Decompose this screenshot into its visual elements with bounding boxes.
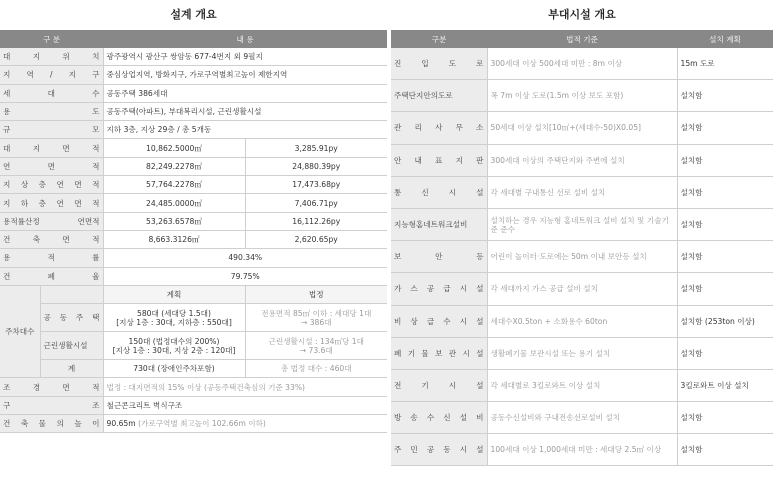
header-category: 구분 [391,30,487,48]
row-label: 연 면 적 [0,157,103,175]
row-label: 용 도 [0,102,103,120]
parking-header-blank [40,285,103,303]
table-row [391,402,773,434]
row-label: 지 역 / 지 구 [0,66,103,84]
table-row [391,80,773,112]
row-law: 세대수X0.5ton + 소화용수 60ton [487,305,677,337]
facilities-overview-panel [391,0,773,466]
table-row [391,337,773,369]
row-law: 300세대 이상 500세대 미만 : 8m 이상 [487,48,677,80]
row-plan: 설치함 [677,337,773,369]
area-py: 17,473.68py [245,176,387,194]
row-label: 통 신 시 설 [391,176,487,208]
row-plan: 설치함 [677,273,773,305]
row-label: 건 축 물 의 높 이 [0,415,103,433]
table-row [0,157,387,175]
design-overview-table [0,30,387,433]
area-py: 24,880.39py [245,157,387,175]
row-label: 용 적 률 [0,249,103,267]
table-row [0,139,387,157]
row-value: 광주광역시 광산구 쌍암동 677-4번지 외 9필지 [103,48,387,66]
table-row [391,369,773,401]
area-m2: 57,764.2278㎡ [103,176,245,194]
area-m2: 10,862.5000㎡ [103,139,245,157]
row-label: 안 내 표 지 판 [391,144,487,176]
row-label: 폐 기 물 보 관 시 설 [391,337,487,369]
parking-row-label: 계 [40,360,103,378]
row-label: 전 기 시 설 [391,369,487,401]
row-law: 각 세대까지 가스 공급 설비 설치 [487,273,677,305]
row-plan: 15m 도로 [677,48,773,80]
row-plan: 설치함 [677,80,773,112]
row-label: 대 지 위 치 [0,48,103,66]
row-value: 법정 : 대지면적의 15% 이상 (공동주택건축심의 기준 33%) [103,378,387,396]
table-row [391,144,773,176]
height-note: (가로구역별 최고높이 102.66m 이하) [138,419,266,429]
area-m2: 24,485.0000㎡ [103,194,245,212]
table-row [0,176,387,194]
area-py: 3,285.91py [245,139,387,157]
row-label: 방 송 수 신 설 비 [391,402,487,434]
header-content: 내 용 [103,30,387,48]
table-row [0,249,387,267]
parking-law: 전용면적 85㎡ 이하 : 세대당 1대 → 386대 [245,304,387,332]
row-value: 철근콘크리트 벽식구조 [103,396,387,414]
row-label: 지 상 층 연 면 적 [0,176,103,194]
row-label: 비 상 급 수 시 설 [391,305,487,337]
row-value: 공동주택(아파트), 부대복리시설, 근린생활시설 [103,102,387,120]
row-law: 폭 7m 이상 도로(1.5m 이상 보도 포함) [487,80,677,112]
row-label: 지 하 층 연 면 적 [0,194,103,212]
table-row [391,208,773,240]
table-row [391,434,773,466]
row-value: 공동주택 386세대 [103,84,387,102]
row-label: 가 스 공 급 시 설 [391,273,487,305]
parking-row-label: 공 동 주 택 [40,304,103,332]
row-law: 300세대 이상의 주택단지와 주변에 설치 [487,144,677,176]
table-row [391,112,773,144]
row-plan: 설치함 [677,144,773,176]
table-row [0,121,387,139]
row-label: 대 지 면 적 [0,139,103,157]
parking-label: 주차대수 [0,285,40,378]
facilities-table [391,30,773,466]
row-label: 보 안 등 [391,241,487,273]
parking-plan: 150대 (법정대수의 200%) [지상 1층 : 30대, 지상 2층 : 120대] [103,332,245,360]
row-label: 건 폐 율 [0,267,103,285]
row-plan: 설치함 [677,176,773,208]
table-row [391,176,773,208]
row-law: 어린이 놀이터·도로에는 50m 이내 보안등 설치 [487,241,677,273]
table-row [0,48,387,66]
header-plan: 설치 계획 [677,30,773,48]
table-row [0,415,387,433]
area-m2: 53,263.6578㎡ [103,212,245,230]
parking-plan: 580대 (세대당 1.5대) [지상 1층 : 30대, 지하층 : 550대] [103,304,245,332]
parking-plan: 730대 (장애인주차포함) [103,360,245,378]
table-row [0,102,387,120]
parking-law: 근린생활시설 : 134㎡당 1대 → 73.6대 [245,332,387,360]
header-row [0,30,387,48]
table-row [0,84,387,102]
height-value: 90.65m [106,419,136,429]
row-law: 설치하는 경우 지능형 홈네트워크 설비 설치 및 기술기준 준수 [487,208,677,240]
row-label: 세 대 수 [0,84,103,102]
area-m2: 8,663.3126㎡ [103,230,245,248]
parking-row [0,360,387,378]
table-row [391,241,773,273]
facilities-overview-title: 부대시설 개요 [548,8,616,21]
row-label: 주 민 공 동 시 설 [391,434,487,466]
table-row [0,267,387,285]
area-py: 16,112.26py [245,212,387,230]
parking-row [0,332,387,360]
table-row [0,396,387,414]
area-m2: 82,249.2278㎡ [103,157,245,175]
area-py: 7,406.71py [245,194,387,212]
parking-law: 총 법정 대수 : 460대 [245,360,387,378]
parking-law-header: 법정 [245,285,387,303]
row-value [103,415,387,433]
header-row [391,30,773,48]
row-label: 규 모 [0,121,103,139]
row-law: 50세대 이상 설치[10㎡+(세대수-50)X0.05] [487,112,677,144]
row-label: 관 리 사 무 소 [391,112,487,144]
row-label: 주택단지안의도로 [391,80,487,112]
row-plan: 설치함 [677,402,773,434]
row-value: 79.75% [103,267,387,285]
parking-row [0,304,387,332]
table-row [391,305,773,337]
row-plan: 설치함 [677,434,773,466]
parking-header-row [0,285,387,303]
parking-row-label: 근린생활시설 [40,332,103,360]
header-category: 구 분 [0,30,103,48]
row-plan: 3킬로와트 이상 설치 [677,369,773,401]
row-value: 지하 3층, 지상 29층 / 총 5개동 [103,121,387,139]
row-law: 100세대 이상 1,000세대 미만 : 세대당 2.5㎡ 이상 [487,434,677,466]
row-label: 용적률산정 연면적 [0,212,103,230]
table-row [0,194,387,212]
table-row [0,230,387,248]
table-row [0,66,387,84]
table-row [0,212,387,230]
row-plan: 설치함 [677,241,773,273]
row-law: 각 세대별 구내통신 선로 설비 설치 [487,176,677,208]
row-label: 진 입 도 로 [391,48,487,80]
row-law: 생활폐기물 보관시설 또는 용기 설치 [487,337,677,369]
header-law: 법적 기준 [487,30,677,48]
row-label: 구 조 [0,396,103,414]
table-row [0,378,387,396]
parking-plan-header: 계획 [103,285,245,303]
row-law: 공동수신설비와 구내전송선로설비 설치 [487,402,677,434]
area-py: 2,620.65py [245,230,387,248]
row-value: 중심상업지역, 방화지구, 가로구역별최고높이 제한지역 [103,66,387,84]
table-row [391,48,773,80]
row-plan: 설치함 (253ton 이상) [677,305,773,337]
row-label: 조 경 면 적 [0,378,103,396]
row-label: 지능형홈네트워크설비 [391,208,487,240]
row-label: 건 축 면 적 [0,230,103,248]
row-plan: 설치함 [677,208,773,240]
table-row [391,273,773,305]
row-value: 490.34% [103,249,387,267]
row-plan: 설치함 [677,112,773,144]
design-overview-title: 설계 개요 [170,8,217,21]
row-law: 각 세대별로 3킬로와트 이상 설치 [487,369,677,401]
design-overview-panel [0,0,387,433]
